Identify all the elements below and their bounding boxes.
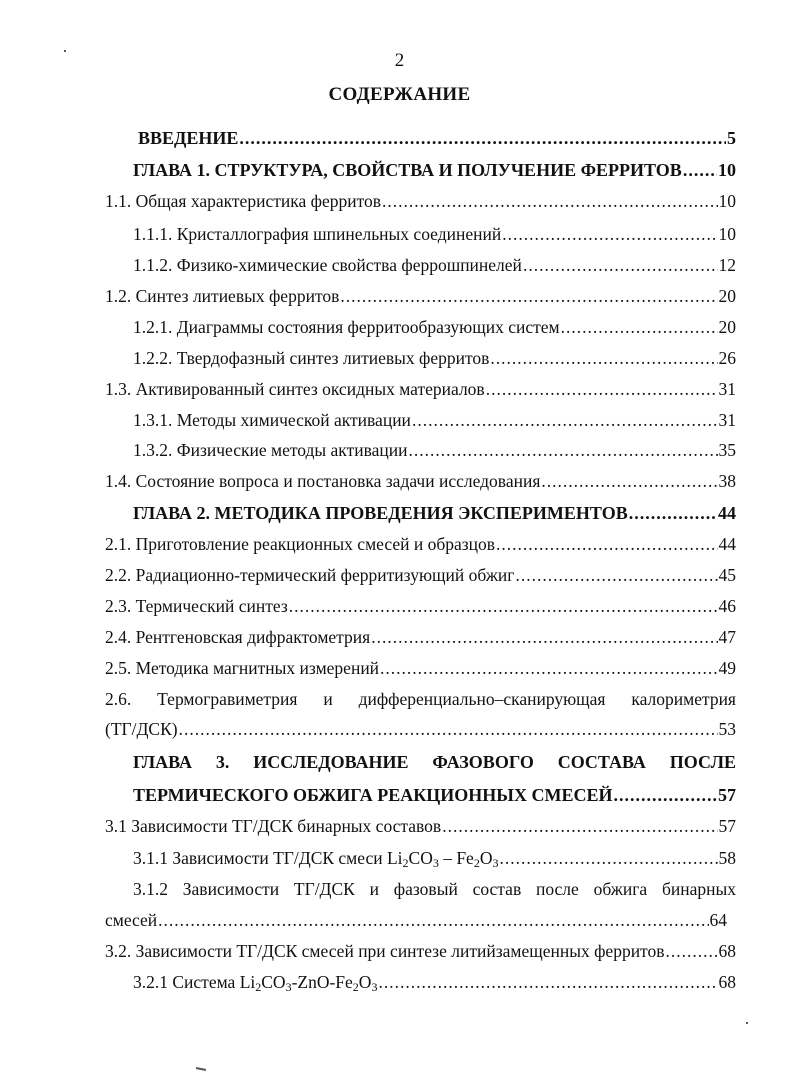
dot-leader <box>380 658 717 679</box>
dot-leader <box>371 627 717 648</box>
toc-entry-page: 47 <box>718 627 736 647</box>
toc-entry-title: 1.1.1. Кристаллография шпинельных соединений <box>133 224 502 244</box>
toc-entry-2-6-line1[interactable]: 2.6. Термогравиметрия и дифференциально–сканирующая калориметрия <box>105 689 736 709</box>
toc-entry-page: 46 <box>718 596 736 616</box>
toc-entry-title: ГЛАВА 2. МЕТОДИКА ПРОВЕДЕНИЯ ЭКСПЕРИМЕНТОВ <box>133 503 628 523</box>
toc-entry-3-2-1[interactable] <box>133 972 736 996</box>
toc-entry-2-4[interactable] <box>105 627 736 651</box>
toc-entry-3-1-2-line2[interactable] <box>105 910 727 934</box>
toc-entry-page: 68 <box>718 972 736 992</box>
toc-entry-2-1[interactable] <box>105 534 736 558</box>
toc-entry-2-6-line2[interactable] <box>105 719 736 743</box>
toc-entry-title: 1.2.1. Диаграммы состояния ферритообразующих систем <box>133 317 560 337</box>
toc-entry-title: ТЕРМИЧЕСКОГО ОБЖИГА РЕАКЦИОННЫХ СМЕСЕЙ <box>133 785 613 805</box>
dot-leader <box>490 348 717 369</box>
dot-leader <box>629 503 717 524</box>
toc-entry-title: 1.2.2. Твердофазный синтез литиевых ферритов <box>133 348 490 368</box>
toc-entry-page: 10 <box>718 160 736 180</box>
toc-entry-page: 57 <box>718 816 736 836</box>
dot-leader <box>683 160 717 181</box>
toc-entry-chapter-3-line1[interactable]: ГЛАВА 3. ИССЛЕДОВАНИЕ ФАЗОВОГО СОСТАВА ПОСЛЕ <box>133 752 736 772</box>
scan-speck <box>64 50 66 52</box>
toc-entry-page: 20 <box>718 317 736 337</box>
dot-leader <box>613 785 717 806</box>
toc-entry-page: 45 <box>718 565 736 585</box>
dot-leader <box>486 379 718 400</box>
toc-entry-title: 1.1. Общая характеристика ферритов <box>105 191 382 211</box>
dot-leader <box>158 910 708 931</box>
dot-leader <box>541 471 717 492</box>
toc-entry-page: 68 <box>718 941 736 961</box>
toc-entry-page: 53 <box>718 719 736 739</box>
toc-entry-title: 3.1.1 Зависимости ТГ/ДСК смеси $Li_2CO_3 - Fe_2O_3$ <box>133 848 499 870</box>
toc-entry-page: 44 <box>718 503 736 523</box>
toc-entry-2-5[interactable] <box>105 658 736 682</box>
toc-entry-page: 58 <box>718 848 736 868</box>
toc-entry-3-1-1[interactable] <box>133 848 736 872</box>
toc-entry-1-3-1[interactable] <box>133 410 736 434</box>
toc-entry-page: 31 <box>718 410 736 430</box>
toc-entry-title: 2.4. Рентгеновская дифрактометрия <box>105 627 371 647</box>
toc-entry-1-3[interactable] <box>105 379 736 403</box>
toc-entry-intro[interactable] <box>138 128 736 152</box>
dot-leader <box>382 191 717 212</box>
scan-speck <box>746 1022 748 1024</box>
toc-entry-3-2[interactable] <box>105 941 736 965</box>
page-number: 2 <box>394 50 405 71</box>
dot-leader <box>442 816 717 837</box>
dot-leader <box>666 941 718 962</box>
toc-entry-title: 1.4. Состояние вопроса и постановка задачи исследования <box>105 471 541 491</box>
dot-leader <box>409 440 718 461</box>
toc-entry-1-1[interactable] <box>105 191 736 215</box>
toc-entry-title: 1.3.1. Методы химической активации <box>133 410 411 430</box>
toc-entry-page: 10 <box>718 224 736 244</box>
toc-entry-title: 2.1. Приготовление реакционных смесей и образцов <box>105 534 496 554</box>
toc-entry-title: 2.2. Радиационно-термический ферритизующий обжиг <box>105 565 515 585</box>
toc-entry-page: 57 <box>718 785 736 805</box>
toc-entry-2-2[interactable] <box>105 565 736 589</box>
dot-leader <box>340 286 717 307</box>
dot-leader <box>412 410 718 431</box>
toc-entry-2-3[interactable] <box>105 596 736 620</box>
toc-entry-title: смесей <box>105 910 158 930</box>
toc-entry-page: 38 <box>718 471 736 491</box>
toc-entry-chapter-3-line2[interactable] <box>133 785 736 809</box>
toc-entry-page: 12 <box>718 255 736 275</box>
dot-leader <box>515 565 717 586</box>
dot-leader <box>561 317 718 338</box>
dot-leader <box>239 128 726 149</box>
toc-entry-1-2[interactable] <box>105 286 736 310</box>
toc-entry-1-1-1[interactable] <box>133 224 736 248</box>
toc-entry-3-1-2-line1[interactable]: 3.1.2 Зависимости ТГ/ДСК и фазовый состав после обжига бинарных <box>133 879 736 899</box>
toc-entry-title: 1.3.2. Физические методы активации <box>133 440 408 460</box>
toc-entry-1-4[interactable] <box>105 471 736 495</box>
toc-entry-title: ГЛАВА 1. СТРУКТУРА, СВОЙСТВА И ПОЛУЧЕНИЕ ФЕРРИТОВ <box>133 160 682 180</box>
dot-leader <box>523 255 718 276</box>
toc-entry-page: 64 <box>709 910 727 930</box>
toc-entry-title: 2.3. Термический синтез <box>105 596 288 616</box>
toc-entry-3-1[interactable] <box>105 816 736 840</box>
toc-entry-title: 1.1.2. Физико-химические свойства феррошпинелей <box>133 255 522 275</box>
toc-entry-page: 44 <box>718 534 736 554</box>
toc-entry-page: 20 <box>718 286 736 306</box>
toc-entry-title: ВВЕДЕНИЕ <box>138 128 239 148</box>
toc-entry-title: 3.1 Зависимости ТГ/ДСК бинарных составов <box>105 816 442 836</box>
toc-entry-title: 2.5. Методика магнитных измерений <box>105 658 380 678</box>
toc-entry-chapter-2[interactable] <box>133 503 736 527</box>
dot-leader <box>496 534 717 555</box>
toc-entry-page: 26 <box>718 348 736 368</box>
dot-leader <box>179 719 718 740</box>
toc-entry-page: 5 <box>727 128 736 148</box>
toc-heading: СОДЕРЖАНИЕ <box>328 84 471 105</box>
toc-entry-page: 49 <box>718 658 736 678</box>
toc-entry-1-1-2[interactable] <box>133 255 736 279</box>
toc-entry-title: 3.2. Зависимости ТГ/ДСК смесей при синтезе литийзамещенных ферритов <box>105 941 665 961</box>
dot-leader <box>289 596 718 617</box>
toc-entry-page: 35 <box>718 440 736 460</box>
dot-leader <box>378 972 717 993</box>
dot-leader <box>502 224 717 245</box>
toc-entry-page: 10 <box>718 191 736 211</box>
toc-entry-chapter-1[interactable] <box>133 160 736 184</box>
toc-entry-1-3-2[interactable] <box>133 440 736 464</box>
toc-entry-title: 3.2.1 Система $Li_2CO_3-ZnO-Fe_2O_3$ <box>133 972 378 994</box>
toc-entry-page: 31 <box>718 379 736 399</box>
toc-entry-1-2-2[interactable] <box>133 348 736 372</box>
toc-entry-title: (ТГ/ДСК) <box>105 719 178 739</box>
toc-entry-1-2-1[interactable] <box>133 317 736 341</box>
toc-entry-title: 1.2. Синтез литиевых ферритов <box>105 286 340 306</box>
dot-leader <box>499 848 717 869</box>
toc-entry-title: 1.3. Активированный синтез оксидных материалов <box>105 379 485 399</box>
